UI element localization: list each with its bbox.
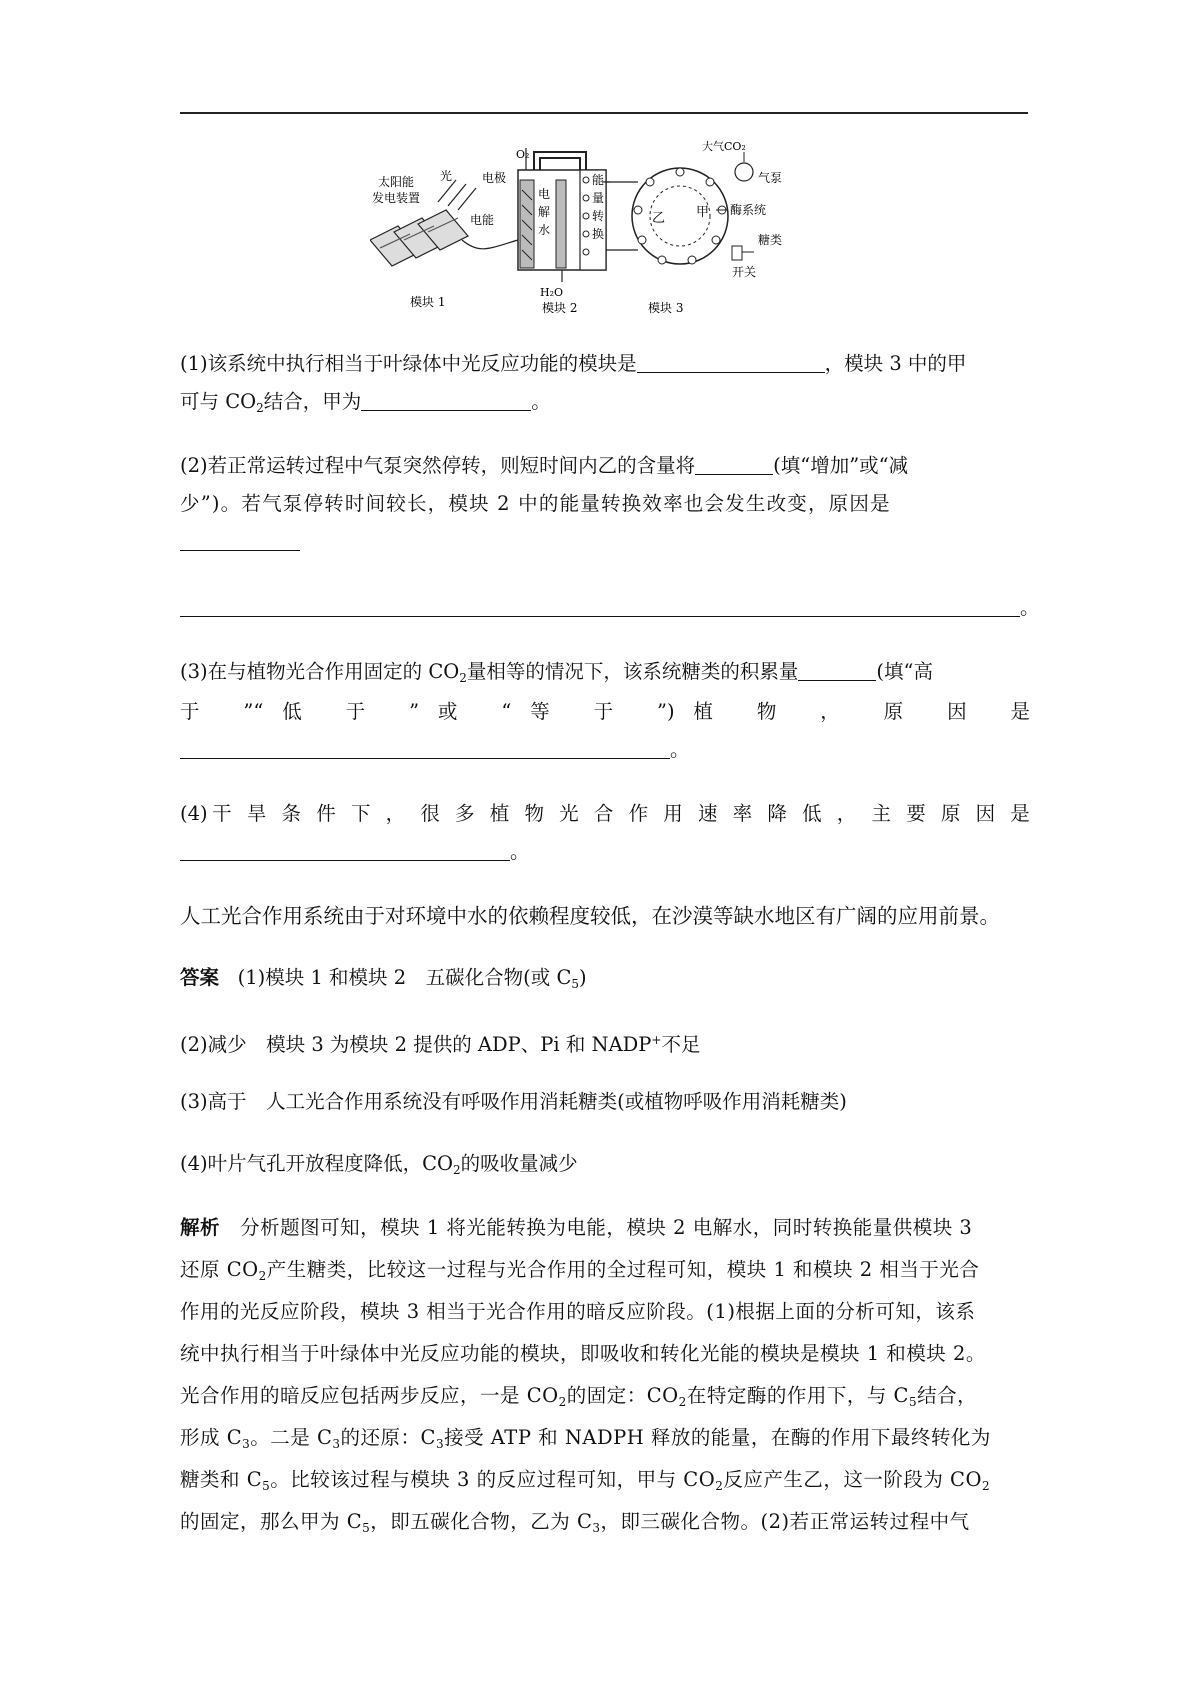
q3-blank-2[interactable] — [180, 738, 670, 759]
q3-line1: (3)在与植物光合作用固定的 $CO_2$量相等的情况下，该系统糖类的积累量 (填“高 — [180, 660, 933, 685]
q2-line2: 少”)。若气泵停转时间较长，模块 2 中的能量转换效率也会发生改变，原因是 — [180, 492, 891, 515]
analysis-line-4: 统中执行相当于叶绿体中光反应功能的模块，即吸收和转化光能的模块是模块 1 和模块 2。 — [180, 1342, 986, 1365]
q4-line2: 。 — [180, 838, 1030, 866]
label-light: 光 — [440, 169, 453, 183]
q2-blank-3[interactable] — [180, 596, 1020, 617]
label-elec-3: 水 — [538, 223, 551, 237]
analysis-line-5: 光合作用的暗反应包括两步反应，一是 $CO_2$的固定：$CO_2$在特定酶的作用下，与 $C_5$结合， — [180, 1384, 978, 1409]
answer-3: (3)高于 人工光合作用系统没有呼吸作用消耗糖类(或植物呼吸作用消耗糖类) — [180, 1090, 847, 1113]
label-conv-2: 量 — [592, 191, 605, 205]
label-conv-1: 能 — [592, 173, 605, 187]
answer-label: 答案 — [180, 966, 220, 989]
q2-line1: (2)若正常运转过程中气泵突然停转，则短时间内乙的含量将 (填“增加”或“减 — [180, 454, 909, 477]
q2-blank-2[interactable] — [180, 530, 300, 551]
label-module-3: 模块 3 — [648, 301, 684, 315]
q4-blank-1[interactable] — [180, 840, 510, 861]
note-line: 人工光合作用系统由于对环境中水的依赖程度较低，在沙漠等缺水地区有广阔的应用前景。 — [180, 904, 1000, 928]
label-jia: 甲 — [696, 205, 710, 220]
label-o2: O₂ — [516, 148, 530, 161]
answer-1: 答案 (1)模块 1 和模块 2 五碳化合物(或 $C_5$) — [180, 966, 587, 991]
system-diagram — [370, 140, 840, 320]
label-elec-1: 电 — [538, 187, 551, 201]
q2-line4: 。 — [180, 594, 1030, 622]
label-elec-2: 解 — [538, 205, 551, 219]
analysis-line-6: 形成 $C_3$。二是 $C_3$的还原：$C_3$接受 ATP 和 NADPH 释放的能量，在酶的作用下最终转化为 — [180, 1426, 991, 1451]
analysis-line-2: 还原 $CO_2$产生糖类，比较这一过程与光合作用的全过程可知，模块 1 和模块 2 相当于光合 — [180, 1258, 980, 1283]
label-sugar: 糖类 — [758, 233, 783, 247]
label-pump: 气泵 — [758, 171, 783, 185]
label-conv-3: 转 — [592, 209, 605, 223]
label-solar-2: 发电装置 — [372, 191, 421, 205]
header-rule — [180, 112, 1028, 114]
label-switch: 开关 — [732, 265, 757, 279]
label-electrode: 电极 — [482, 171, 507, 185]
q3-blank-1[interactable] — [798, 660, 876, 681]
answer-4: (4)叶片气孔开放程度降低，$CO_2$的吸收量减少 — [180, 1152, 578, 1177]
solar-panels — [370, 210, 468, 266]
q4-line1: (4)干 旱 条 件 下 ， 很 多 植 物 光 合 作 用 速 率 降 低 ， 主 要 原 因 是 — [180, 802, 1030, 825]
analysis-line-7: 糖类和 $C_5$。比较该过程与模块 3 的反应过程可知，甲与 $CO_2$反应产生乙，这一阶段为 $CO_2$ — [180, 1468, 991, 1493]
label-conv-4: 换 — [592, 227, 605, 241]
label-solar-1: 太阳能 — [378, 175, 415, 189]
q3-line2: 于 ”“低 于 ”或 “等 于 ”)植 物 ， 原 因 是 — [180, 700, 1030, 723]
q2-line3 — [180, 528, 1030, 556]
q1-line1: (1)该系统中执行相当于叶绿体中光反应功能的模块是 ，模块 3 中的甲 — [180, 352, 967, 375]
wire — [462, 240, 518, 249]
pump-icon — [735, 163, 753, 181]
switch-icon — [732, 246, 742, 260]
q2-blank-1[interactable] — [695, 454, 773, 475]
q1-blank-2[interactable] — [361, 390, 531, 411]
label-enzyme: 酶系统 — [730, 203, 767, 217]
label-atm-co2: 大气CO₂ — [702, 140, 746, 153]
label-module-2: 模块 2 — [542, 301, 578, 315]
light-arrows — [438, 180, 476, 210]
label-yi: 乙 — [652, 211, 666, 226]
q1-blank-1[interactable] — [637, 352, 825, 373]
analysis-line-8: 的固定，那么甲为 $C_5$，即五碳化合物，乙为 $C_3$，即三碳化合物。(2)若正常运转过程中气 — [180, 1510, 970, 1535]
q1-line2: 可与 $CO_2$结合，甲为 。 — [180, 390, 551, 415]
analysis-line-3: 作用的光反应阶段，模块 3 相当于光合作用的暗反应阶段。(1)根据上面的分析可知，该系 — [180, 1300, 976, 1323]
label-h2o: H₂O — [540, 286, 564, 299]
analysis-line-1: 解析 分析题图可知，模块 1 将光能转换为电能，模块 2 电解水，同时转换能量供模块 3 — [180, 1216, 973, 1239]
label-electricity: 电能 — [470, 213, 495, 227]
analysis-label: 解析 — [180, 1216, 221, 1239]
label-module-1: 模块 1 — [410, 295, 446, 309]
q3-line3: 。 — [180, 736, 1030, 764]
answer-2: (2)减少 模块 3 为模块 2 提供的 ADP、Pi 和 NADP+不足 — [180, 1033, 701, 1056]
